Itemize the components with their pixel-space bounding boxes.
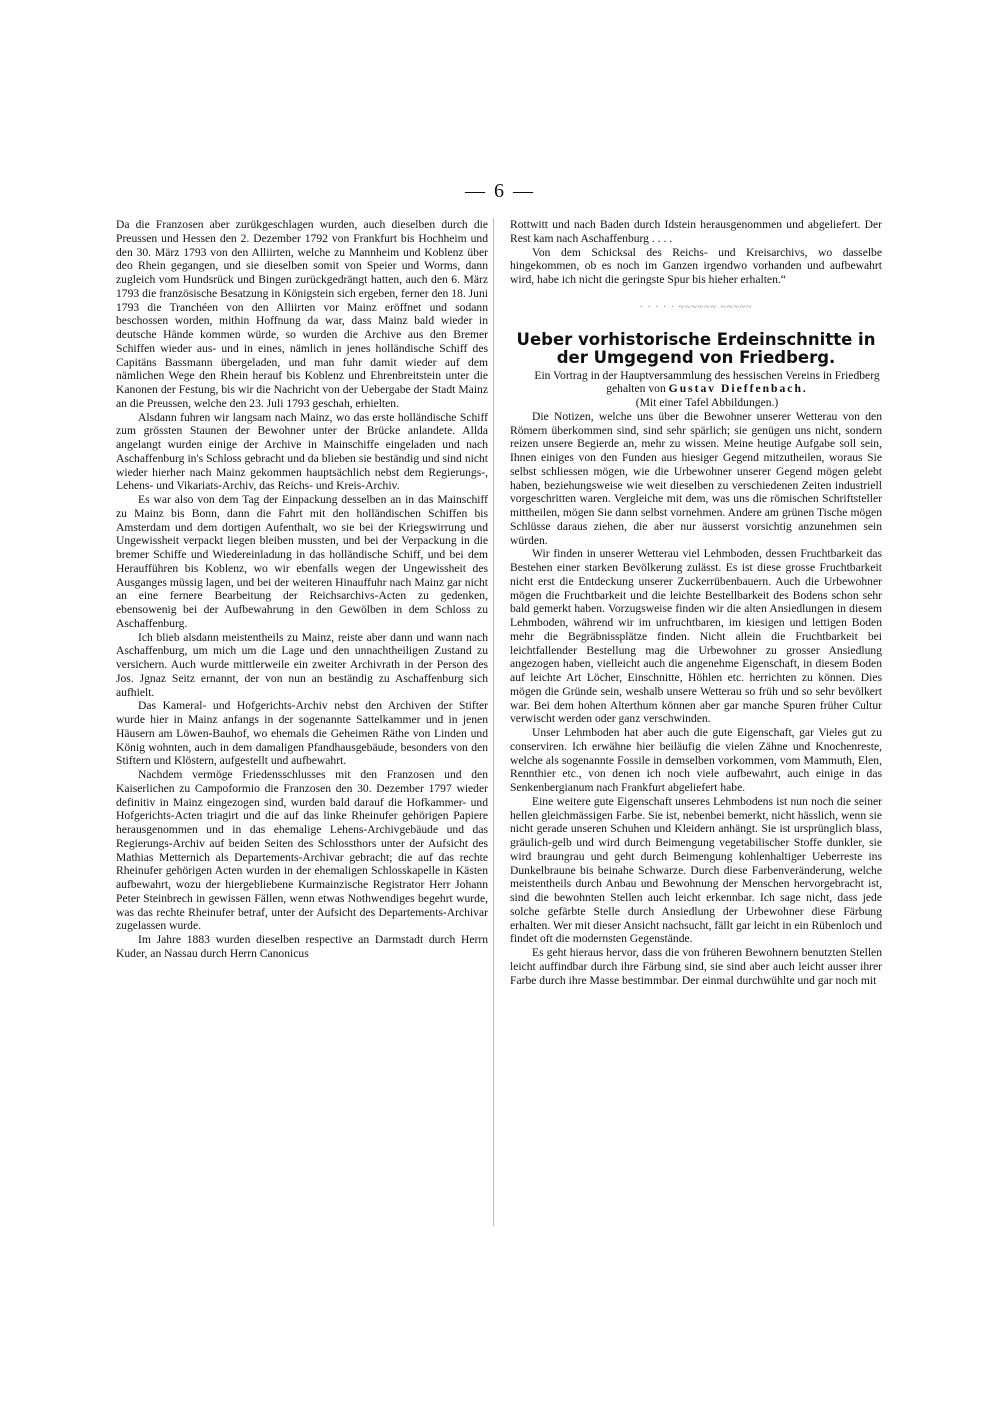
article-subtitle: Ein Vortrag in der Hauptversammlung des hessischen Vereins in Friedberg xyxy=(534,368,880,382)
article-byline xyxy=(510,382,882,396)
paragraph: Es geht hieraus hervor, dass die von früheren Bewohnern benutzten Stellen leicht auffindbar durch ihre Färbung sind, sie sind aber auch leicht ausser ihrer Farbe durch ihre Masse bestimmbar. Der einmal durchwühlte und gar noch mit xyxy=(510,946,882,987)
paragraph: Ich blieb alsdann meistentheils zu Mainz, reiste aber dann und wann nach Aschaffenburg, um mich um die Lage und den unnachtheiligen Zustand zu versichern. Auch wurde mittlerweile ein zweiter Archivrath in der Person des Jos. Jgnaz Seitz ernannt, der von nun an beständig zu Aschaffenburg sich aufhielt. xyxy=(116,630,488,699)
left-column xyxy=(116,218,488,961)
paragraph: Rottwitt und nach Baden durch Idstein herausgenommen und abgeliefert. Der Rest kam nach Aschaffenburg . . . . xyxy=(510,218,882,245)
right-column xyxy=(510,218,882,987)
byline-prefix: gehalten von xyxy=(606,382,666,396)
paragraph: Nachdem vermöge Friedensschlusses mit den Franzosen und den Kaiserlichen zu Campoformio die Franzosen den 30. Dezember 1797 wieder definitiv in Mainz eingezogen sind, wurden bald darauf die Hofkammer- und Hofgerichts-Acten triagirt und die auf das linke Rheinufer gehörigen Papiere herausgenommen und in das ehemalige Lehens-Archivgebäude und das Regierungs-Archiv auf beiden Seiten des Schlossthors unter der Aufsicht des Mathias Metternich als Departements-Archivar gebracht; die auf das rechte Rheinufer gehörigen Acten wurden in der ehemaligen Schlosskapelle in Kästen aufbewahrt, wozu der hiergebliebene Kurmainzische Registrator Herr Johann Peter Steinbrech in gewissen Fällen, wenn etwas Nothwendiges begehrt wurde, was das rechte Rheinufer betraf, unter der Aufsicht des Departements-Archivar zugelassen wurde. xyxy=(116,768,488,933)
article-title: Ueber vorhistorische Erdeinschnitte in der Umgegend von Friedberg. xyxy=(516,329,876,367)
paragraph: Wir finden in unserer Wetterau viel Lehmboden, dessen Fruchtbarkeit das Bestehen einer starken Bevölkerung zulässt. Es ist diese grosse Fruchtbarkeit nicht erst die Entdeckung unserer Zuckerrübenbauern. Auch die Urbewohner mögen die Fruchtbarkeit und die leichte Bestellbarkeit des Bodens schon sehr bald gemerkt haben. Vorzugsweise finden wir die alten Ansiedlungen in diesem Lehmboden, während wir im unfruchtbaren, im kiesigen und lettigen Boden mehr die Begräbnissplätze finden. Nicht allein die Fruchtbarkeit bei leichtfallender Bestellung mag die Urbewohner zu grosser Ansiedlung angezogen haben, vielleicht auch die angenehme Eigenschaft, in diesem Boden auf leichte Art Löcher, Einschnitte, Höhlen etc. herrichten zu können. Dies mögen die Gründe sein, weshalb unsere Wetterau so früh und so sehr bevölkert war. Bei dem hohen Alterthum können aber gar manche Spuren früher Cultur verwischt werden oder ganz verschwinden. xyxy=(510,547,882,726)
paragraph: Das Kameral- und Hofgerichts-Archiv nebst den Archiven der Stifter wurde hier in Mainz anfangs in der sogenannte Sattelkammer und in jenen Häusern am Löwen-Bauhof, wo ehemals die Geheimen Räthe von Linden und König wohnten, auch in dem damaligen Pfandhausgebäude, besonders von den Stiftern und Klöstern, aufgestellt und aufbewahrt. xyxy=(116,699,488,768)
paragraph: Da die Franzosen aber zurükgeschlagen wurden, auch dieselben durch die Preussen und Hessen den 2. Dezember 1792 von Frankfurt bis Hochheim und den 30. März 1793 von den Alliirten, welche zu Mannheim und Koblenz über deo Rhein gegangen, und sie dieselben somit von Speier und Worms, dann zugleich vom Hundsrück und Bingen zurückgedrängt hatten, auch den 6. März 1793 die französische Besatzung in Königstein sich ergeben, ferner den 18. Juni 1793 die Tranchéen von den Alliirten vor Mainz eröffnet und sodann beschossen worden, mithin Hoffnung da war, dass Mainz bald wieder in deutsche Hände kommen würde, so wurden die Archive aus den Bremer Schiffen wieder aus- und in eines, nämlich in jenes holländische Schiff des Capitäns Bassmann übergeladen, und man fuhr damit wieder auf dem nämlichen Wege den Rhein herauf bis Koblenz und Ehrenbreitstein unter die Kanonen der Festung, bis wir die Nachricht von der Uebergabe der Stadt Mainz an die Preussen, welche den 23. Juli 1793 geschah, erhielten. xyxy=(116,218,488,410)
author-name: Gustav Dieffenbach. xyxy=(668,382,808,396)
paragraph: Von dem Schicksal des Reichs- und Kreisarchivs, wo dasselbe hingekommen, ob es noch im Ganzen irgendwo vorhanden und aufbewahrt wird, habe ich nicht die geringste Spur bis hieher erhalten.“ xyxy=(510,245,882,286)
page-number: — 6 — xyxy=(465,180,535,202)
section-ornament: · · · · · ~~~~~~ ~~~~~ xyxy=(639,301,753,313)
article-note: (Mit einer Tafel Abbildungen.) xyxy=(635,396,779,409)
paragraph: Im Jahre 1883 wurden dieselben respective an Darmstadt durch Herrn Kuder, an Nassau durch Herrn Canonicus xyxy=(116,933,488,960)
paragraph: Es war also von dem Tag der Einpackung desselben an in das Mainschiff zu Mainz bis Bonn, dann die Fahrt mit den holländischen Schiffen bis Amsterdam und dem dortigen Aufenthalt, wo sie bei der Kriegswirrung und Ungewissheit verpackt liegen bleiben mussten, und bei der Verpackung in die bremer Schiffe und Wiedereinladung in das holländische Schiff, und bei dem Heraufführen bis Koblenz, wo wir ebenfalls wegen der Ungewissheit des Ausganges müssig lagen, und bei der weiteren Hinauffuhr nach Mainz gar nicht an eine fernere Bearbeitung der Reichsarchivs-Acten zu gedenken, ebensowenig bei der Aufbewahrung in den Gewölben in dem Schloss zu Aschaffenburg. xyxy=(116,493,488,630)
paragraph: Unser Lehmboden hat aber auch die gute Eigenschaft, gar Vieles gut zu conserviren. Ich erwähne hier beiläufig die vielen Zähne und Knochenreste, welche als sogenannte Fossile in demselben vorkommen, vom Mammuth, Elen, Rennthier etc., von denen ich noch viele aufbewahrt, auch einige in das Senkenbergianum nach Frankfurt abgeliefert habe. xyxy=(510,726,882,794)
paragraph: Eine weitere gute Eigenschaft unseres Lehmbodens ist nun noch die seiner hellen gleichmässigen Farbe. Sie ist, nebenbei bemerkt, nicht hässlich, wenn sie nicht gerade unseren Schuhen und Kleidern anhängt. Sie ist ursprünglich blass, gräulich-gelb und wird durch Beimengung vegetabilischer Stoffe dunkler, sie wird braungrau und geht durch Beimengung kohlenhaltiger Ueberreste ins Dunkelbraune bis beinahe Schwarze. Durch diese Farbenveränderung, welche meistentheils durch Anbau und Bewohnung der Menschen hervorgebracht ist, sind die bewohnten Stellen auch leicht erkennbar. Ich sage nicht, dass jede solche gefärbte Stelle durch Ansiedlung der Urbewohner diese Färbung erhalten. Wer mit dieser Ansicht nachsucht, fällt gar leicht in ein Rübenloch und findet oft die modernsten Gegenstände. xyxy=(510,794,882,946)
paragraph: Alsdann fuhren wir langsam nach Mainz, wo das erste holländische Schiff zum grössten Staunen der Bewohner unter der Brücke anlandete. Allda angelangt wurden einige der Archive in Mainschiffe eingeladen und nach Aschaffenburg in's Schloss gebracht und da blieben sie beständig und sind nicht wieder hierher nach Mainz gekommen hauptsächlich nebst dem Regierungs-, Lehens- und Vikariats-Archiv, das Reichs- und Kreis-Archiv. xyxy=(116,410,488,493)
paragraph: Die Notizen, welche uns über die Bewohner unserer Wetterau von den Römern überkommen sind, sind sehr spärlich; sie genügen uns nicht, sondern reizen unsere Begierde an, mehr zu wissen. Meine heutige Aufgabe soll sein, Ihnen einiges von den Funden aus hiesiger Gegend mitzutheilen, woraus Sie selbst schliessen mögen, wie die Urbewohner unserer Gegend mögen gelebt haben, beziehungsweise wie weit dieselben zu verschiedenen Zeiten industriell vorgeschritten waren. Vergleiche mit dem, was uns die römischen Schriftsteller mittheilen, mögen Sie dann selbst vornehmen. Andere am grünen Tische mögen Schlüsse daraus ziehen, die aber nur äusserst vorsichtig anzunehmen sein würden. xyxy=(510,409,882,547)
column-divider xyxy=(493,218,494,1226)
